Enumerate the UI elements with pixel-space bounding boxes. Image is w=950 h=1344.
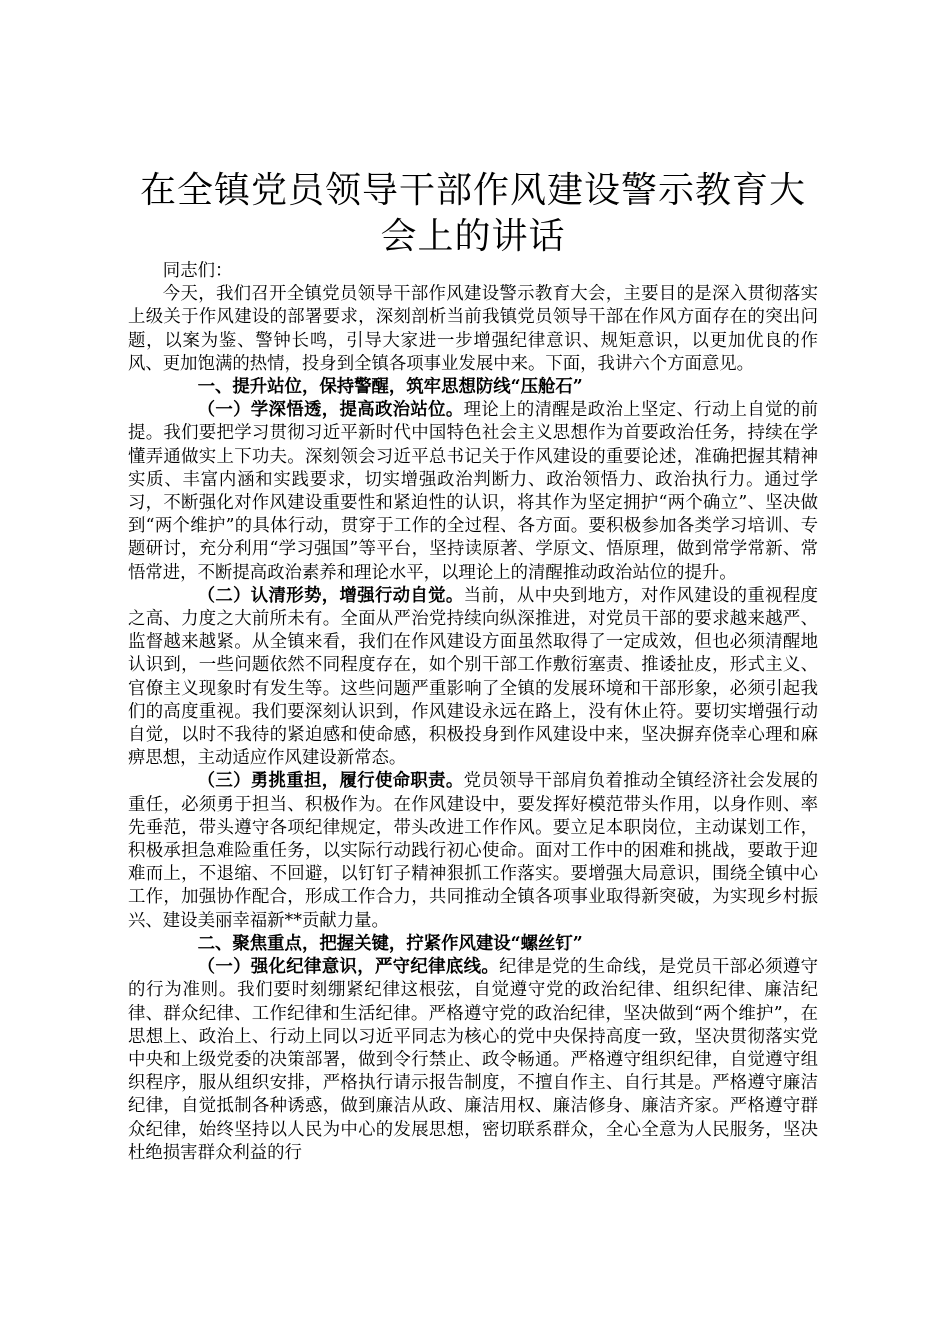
section-1-item-2	[128, 585, 818, 771]
section-1-item-3	[128, 770, 818, 932]
section-1-item-2-text: 当前，从中央到地方，对作风建设的重视程度之高、力度之大前所未有。全面从严治党持续向纵深推进，对党员干部的要求越来越严、监督越来越紧。从全镇来看，我们在作风建设方面虽然取得了一定成效，但也必须清醒地认识到，一些问题依然不同程度存在，如个别干部工作敷衍塞责、推诿扯皮，形式主义、官僚主义现象时有发生等。这些问题严重影响了全镇的发展环境和干部形象，必须引起我们的高度重视。我们要深刻认识到，作风建设永远在路上，没有休止符。要切实增强行动自觉，以时不我待的紧迫感和使命感，积极投身到作风建设中来，坚决摒弃侥幸心理和麻痹思想，主动适应作风建设新常态。	[128, 585, 818, 769]
document-page	[128, 168, 818, 1165]
section-1-heading: 一、提升站位，保持警醒，筑牢思想防线“压舱石”	[197, 377, 583, 398]
section-2-item-1-text: 纪律是党的生命线，是党员干部必须遵守的行为准则。我们要时刻绷紧纪律这根弦，自觉遵守党的政治纪律、组织纪律、廉洁纪律、群众纪律、工作纪律和生活纪律。严格遵守党的政治纪律，坚决做到“两个维护”，在思想上、政治上、行动上同以习近平同志为核心的党中央保持高度一致，坚决贯彻落实党中央和上级党委的决策部署，做到令行禁止、政令畅通。严格遵守组织纪律，自觉遵守组织程序，服从组织安排，严格执行请示报告制度，不擅自作主、自行其是。严格遵守廉洁纪律，自觉抵制各种诱惑，做到廉洁从政、廉洁用权、廉洁修身、廉洁齐家。严格遵守群众纪律，始终坚持以人民为中心的发展思想，密切联系群众，全心全意为人民服务，坚决杜绝损害群众利益的行	[128, 957, 818, 1163]
intro-paragraph: 今天，我们召开全镇党员领导干部作风建设警示教育大会，主要目的是深入贯彻落实上级关于作风建设的部署要求，深刻剖析当前我镇党员领导干部在作风方面存在的突出问题，以案为鉴、警钟长鸣，引导大家进一步增强纪律意识、规矩意识，以更加优良的作风、更加饱满的热情，投身到全镇各项事业发展中来。下面，我讲六个方面意见。	[128, 284, 818, 374]
salutation: 同志们：	[162, 261, 233, 281]
document-body	[128, 260, 818, 1165]
document-title: 在全镇党员领导干部作风建设警示教育大会上的讲话	[139, 170, 806, 257]
section-1-item-1-text: 理论上的清醒是政治上坚定、行动上自觉的前提。我们要把学习贯彻习近平新时代中国特色社会主义思想作为首要政治任务，持续在学懂弄通做实上下功夫。深刻领会习近平总书记关于作风建设的重要论述，准确把握其精神实质、丰富内涵和实践要求，切实增强政治判断力、政治领悟力、政治执行力。通过学习，不断强化对作风建设重要性和紧迫性的认识，将其作为坚定拥护“两个确立”、坚决做到“两个维护”的具体行动，贯穿于工作的全过程、各方面。要积极参加各类学习培训、专题研讨，充分利用“学习强国”等平台，坚持读原著、学原文、悟原理，做到常学常新、常悟常进，不断提高政治素养和理论水平，以理论上的清醒推动政治站位的提升。	[128, 400, 818, 583]
section-1-item-1	[128, 399, 818, 585]
section-2-item-1	[128, 956, 818, 1165]
section-1-item-1-head: （一）学深悟透，提高政治站位。	[197, 400, 464, 421]
section-2-heading: 二、聚焦重点，把握关键，拧紧作风建设“螺丝钉”	[197, 933, 583, 954]
section-1-item-3-head: （三）勇挑重担，履行使命职责。	[197, 771, 464, 792]
section-1-item-3-text: 党员领导干部肩负着推动全镇经济社会发展的重任，必须勇于担当、积极作为。在作风建设中，要发挥好模范带头作用，以身作则、率先垂范，带头遵守各项纪律规定，带头改进工作作风。要立足本职岗位，主动谋划工作，积极承担急难险重任务，以实际行动践行初心使命。面对工作中的困难和挑战，要敢于迎难而上，不退缩、不回避，以钉钉子精神狠抓工作落实。要增强大局意识，围绕全镇中心工作，加强协作配合，形成工作合力，共同推动全镇各项事业取得新突破，为实现乡村振兴、建设美丽幸福新**贡献力量。	[128, 771, 818, 931]
section-2-item-1-head: （一）强化纪律意识，严守纪律底线。	[197, 957, 500, 978]
section-1-item-2-head: （二）认清形势，增强行动自觉。	[197, 585, 464, 606]
